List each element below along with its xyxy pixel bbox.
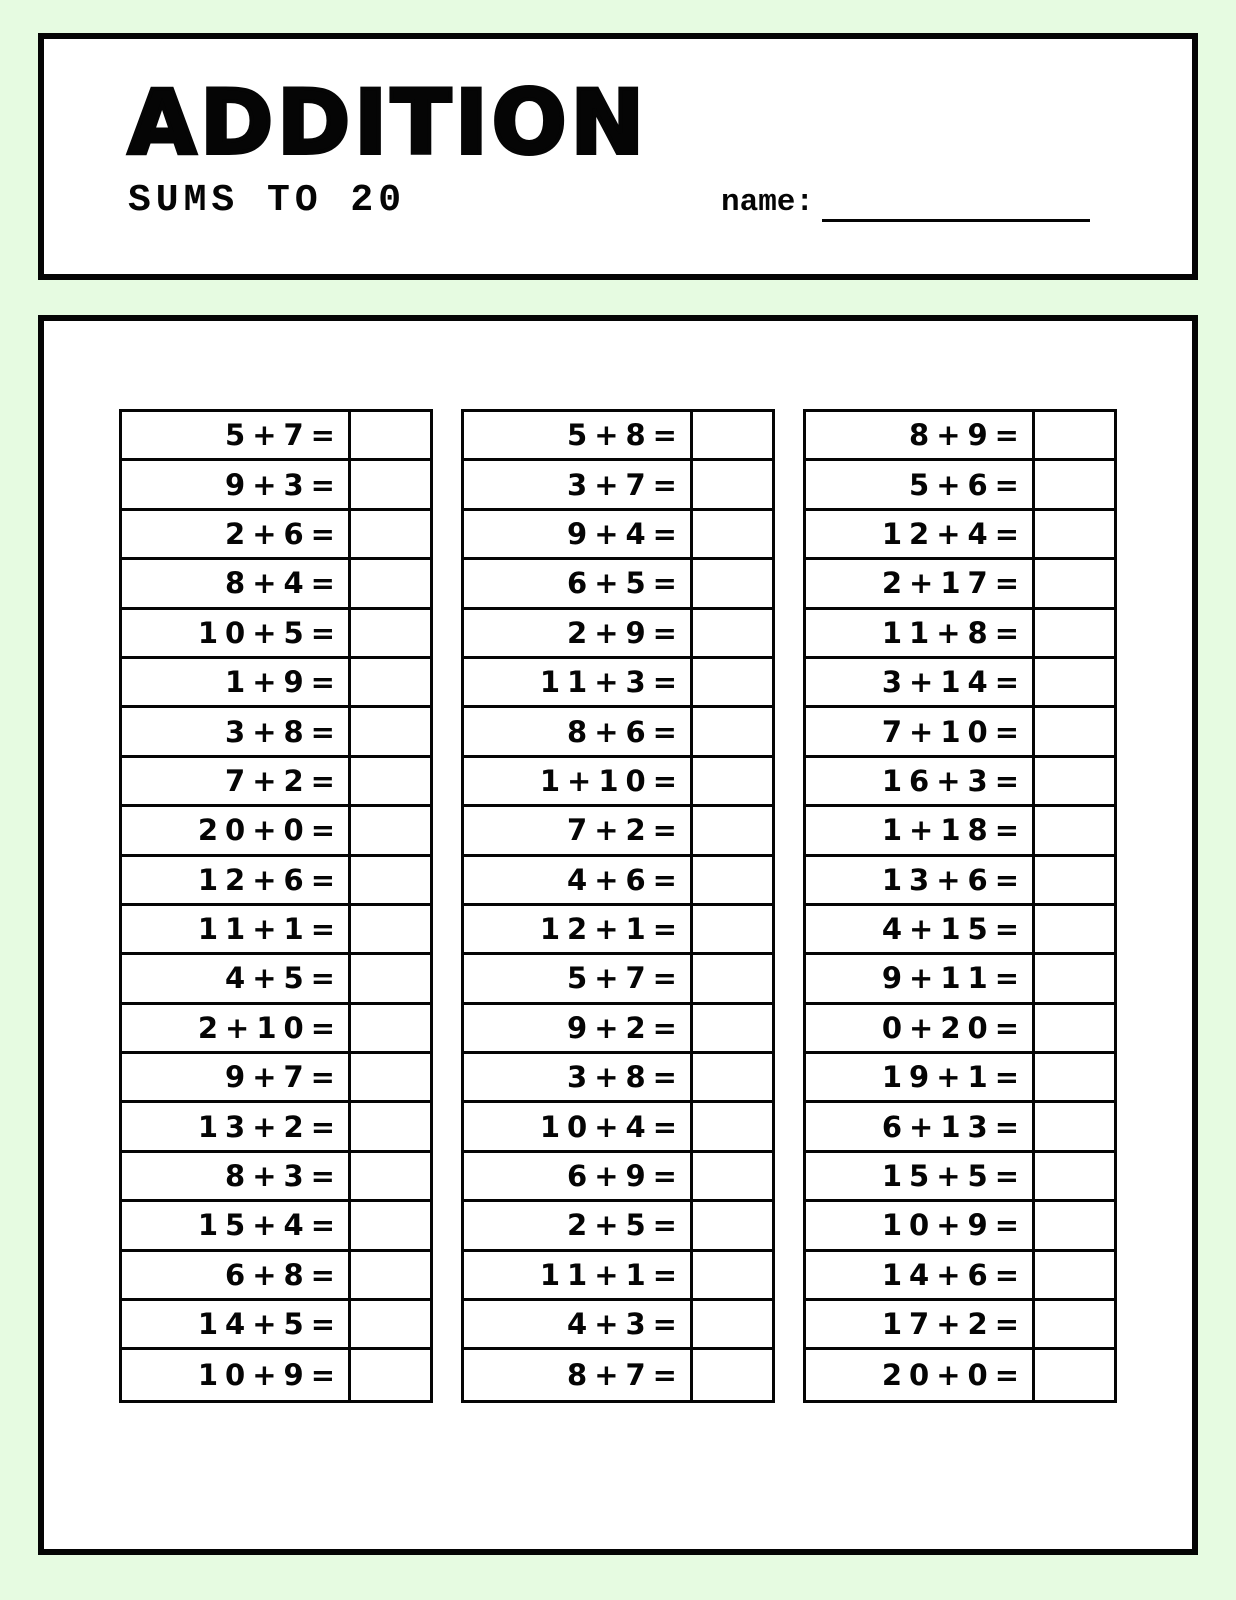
problem-row [464,955,772,1004]
problem-text: 9+4= [567,516,684,551]
problem-row [122,955,430,1004]
answer-box [690,560,772,606]
answer-box [1032,1252,1114,1298]
answer-box [690,1301,772,1347]
problem-row [806,610,1114,659]
problem-row [122,708,430,757]
problem-text: 8+4= [225,566,342,601]
answer-box [690,758,772,804]
answer-box [348,1301,430,1347]
answer-box [1032,1301,1114,1347]
problem-text: 2+17= [881,566,1026,601]
problem-text: 11+1= [539,1257,684,1292]
problem-row [122,1153,430,1202]
answer-box [1032,807,1114,853]
answer-box [348,1202,430,1248]
answer-box [690,1005,772,1051]
problem-text: 4+3= [567,1307,684,1342]
problem-row [122,1350,430,1399]
problem-row [806,708,1114,757]
answer-box [348,1350,430,1399]
problem-text: 2+6= [225,516,342,551]
name-label: name: [720,185,814,220]
problems-panel [38,315,1198,1555]
answer-box [690,610,772,656]
answer-box [348,1153,430,1199]
problem-text: 19+1= [881,1060,1026,1095]
answer-box [690,1350,772,1399]
problem-row [806,955,1114,1004]
problem-row [464,412,772,461]
answer-box [348,1252,430,1298]
problem-row [806,1103,1114,1152]
problem-row [806,659,1114,708]
problem-text: 12+4= [881,516,1026,551]
problem-text: 14+5= [197,1307,342,1342]
problem-row [464,1103,772,1152]
problem-row [122,610,430,659]
problem-text: 6+5= [567,566,684,601]
name-blank-line [822,219,1090,222]
problem-row [464,906,772,955]
problem-text: 13+2= [197,1109,342,1144]
problem-text: 9+11= [881,961,1026,996]
problem-text: 15+4= [197,1208,342,1243]
answer-box [1032,412,1114,458]
answer-box [1032,461,1114,507]
problem-row [464,1005,772,1054]
problem-row [122,857,430,906]
answer-box [348,1103,430,1149]
problem-row [122,758,430,807]
problem-row [806,1202,1114,1251]
answer-box [1032,708,1114,754]
problem-text: 8+6= [567,714,684,749]
answer-box [348,461,430,507]
problem-row [806,1153,1114,1202]
problem-text: 9+7= [225,1060,342,1095]
problem-text: 14+6= [881,1257,1026,1292]
worksheet-title: ADDITION [128,71,649,174]
problem-text: 5+8= [567,418,684,453]
problem-text: 1+18= [881,813,1026,848]
problem-text: 12+6= [197,862,342,897]
answer-box [348,1054,430,1100]
answer-box [690,1202,772,1248]
answer-box [1032,1153,1114,1199]
answer-box [348,1005,430,1051]
answer-box [690,412,772,458]
problem-row [464,1202,772,1251]
problem-row [122,560,430,609]
problem-text: 8+3= [225,1159,342,1194]
problem-text: 5+7= [567,961,684,996]
answer-box [690,659,772,705]
answer-box [348,659,430,705]
problem-text: 11+1= [197,912,342,947]
name-field-area [721,185,1090,220]
problem-row [464,610,772,659]
problem-row [806,412,1114,461]
problem-row [806,758,1114,807]
problem-text: 6+8= [225,1257,342,1292]
problem-table [803,409,1117,1403]
problem-text: 13+6= [881,862,1026,897]
answer-box [690,1252,772,1298]
answer-box [348,807,430,853]
answer-box [348,412,430,458]
problem-row [806,560,1114,609]
problem-row [806,857,1114,906]
problem-row [464,560,772,609]
answer-box [690,708,772,754]
problem-row [464,708,772,757]
problem-row [122,1202,430,1251]
problem-text: 3+7= [567,467,684,502]
problem-text: 10+5= [197,615,342,650]
header-panel [38,33,1198,280]
problem-row [806,1054,1114,1103]
answer-box [690,857,772,903]
answer-box [1032,659,1114,705]
problem-row [806,906,1114,955]
problem-row [464,511,772,560]
problem-text: 5+6= [909,467,1026,502]
problem-text: 9+2= [567,1010,684,1045]
problem-row [806,1350,1114,1399]
problem-row [122,1054,430,1103]
problem-text: 7+10= [881,714,1026,749]
problem-row [806,1301,1114,1350]
answer-box [1032,511,1114,557]
answer-box [1032,906,1114,952]
answer-box [348,906,430,952]
problem-row [464,1301,772,1350]
answer-box [1032,955,1114,1001]
answer-box [348,758,430,804]
answer-box [348,708,430,754]
answer-box [1032,1202,1114,1248]
problem-text: 8+9= [909,418,1026,453]
problem-row [122,659,430,708]
answer-box [348,560,430,606]
problem-row [122,1252,430,1301]
answer-box [1032,610,1114,656]
problem-row [122,807,430,856]
problem-text: 8+7= [567,1358,684,1393]
answer-box [690,511,772,557]
problem-row [806,461,1114,510]
problem-text: 7+2= [225,763,342,798]
problem-text: 4+15= [881,912,1026,947]
problem-text: 3+14= [881,665,1026,700]
problem-row [464,1153,772,1202]
problem-text: 11+8= [881,615,1026,650]
answer-box [1032,560,1114,606]
problem-text: 7+2= [567,813,684,848]
problem-text: 5+7= [225,418,342,453]
problem-row [464,1054,772,1103]
answer-box [690,906,772,952]
answer-box [690,955,772,1001]
answer-box [690,461,772,507]
problem-text: 6+13= [881,1109,1026,1144]
problem-row [464,461,772,510]
answer-box [690,1103,772,1149]
problem-row [122,412,430,461]
problem-text: 3+8= [225,714,342,749]
problem-row [464,857,772,906]
problem-text: 12+1= [539,912,684,947]
answer-box [1032,857,1114,903]
problem-row [464,807,772,856]
problem-text: 1+10= [539,763,684,798]
answer-box [1032,1054,1114,1100]
problem-row [464,1252,772,1301]
problem-text: 6+9= [567,1159,684,1194]
answer-box [348,857,430,903]
problem-text: 10+9= [881,1208,1026,1243]
problem-row [806,807,1114,856]
problem-table [461,409,775,1403]
answer-box [348,511,430,557]
problem-row [122,461,430,510]
problem-text: 2+5= [567,1208,684,1243]
problem-text: 0+20= [881,1010,1026,1045]
problem-columns [44,409,1192,1403]
answer-box [348,955,430,1001]
problem-text: 2+9= [567,615,684,650]
problem-row [464,1350,772,1399]
problem-text: 20+0= [881,1358,1026,1393]
problem-text: 9+3= [225,467,342,502]
problem-text: 3+8= [567,1060,684,1095]
problem-table [119,409,433,1403]
worksheet-subtitle: SUMS TO 20 [128,179,407,222]
answer-box [1032,1005,1114,1051]
problem-row [122,906,430,955]
problem-row [806,1005,1114,1054]
problem-row [122,1301,430,1350]
problem-row [464,758,772,807]
problem-row [806,511,1114,560]
header-sub-row [128,179,1192,222]
problem-text: 17+2= [881,1307,1026,1342]
problem-text: 10+9= [197,1358,342,1393]
problem-text: 16+3= [881,763,1026,798]
answer-box [1032,1350,1114,1399]
problem-row [806,1252,1114,1301]
problem-row [464,659,772,708]
problem-text: 10+4= [539,1109,684,1144]
answer-box [1032,1103,1114,1149]
problem-text: 2+10= [197,1010,342,1045]
problem-text: 1+9= [225,665,342,700]
problem-text: 4+5= [225,961,342,996]
problem-row [122,1103,430,1152]
problem-text: 4+6= [567,862,684,897]
problem-text: 15+5= [881,1159,1026,1194]
problem-row [122,511,430,560]
answer-box [348,610,430,656]
answer-box [690,1153,772,1199]
problem-row [122,1005,430,1054]
problem-text: 11+3= [539,665,684,700]
answer-box [1032,758,1114,804]
problem-text: 20+0= [197,813,342,848]
answer-box [690,807,772,853]
answer-box [690,1054,772,1100]
